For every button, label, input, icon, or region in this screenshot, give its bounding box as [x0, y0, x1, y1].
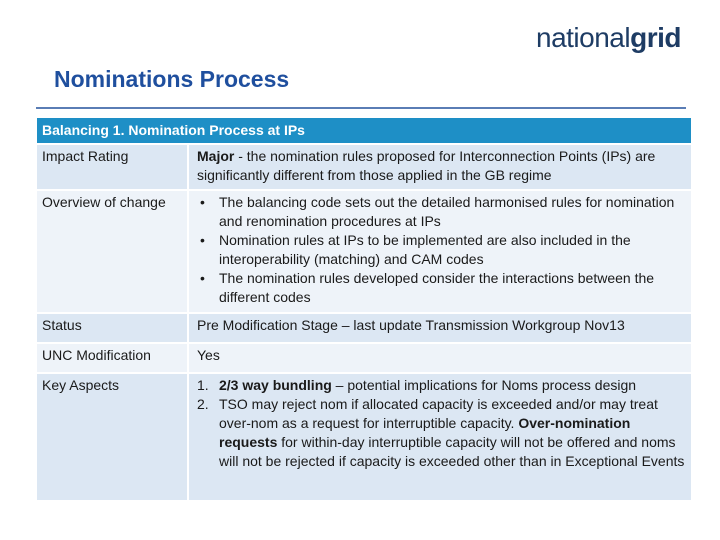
row-value: [189, 145, 691, 189]
item-text: – potential implications for Noms process design: [331, 377, 637, 393]
item-text: TSO may reject nom if allocated capacity is exceeded and/or may treat over-nom as a request for interruptible capacity.: [219, 396, 658, 431]
key-aspects-list: [197, 376, 687, 471]
bullet-icon: •: [200, 270, 205, 286]
bullet-icon: •: [200, 232, 205, 248]
table-row-status: [37, 314, 691, 342]
item-emphasis: 2/3 way bundling: [219, 377, 332, 393]
row-value: Yes: [189, 344, 691, 372]
bullet-text: Nomination rules at IPs to be implemented are also included in the interoperability (matching) and CAM codes: [219, 232, 631, 267]
bullet-text: The nomination rules developed consider the interactions between the different codes: [219, 270, 655, 305]
list-item: [197, 231, 687, 269]
table-header: Balancing 1. Nomination Process at IPs: [37, 118, 691, 143]
bullet-icon: •: [200, 194, 205, 210]
table-row-key-aspects: [37, 374, 691, 500]
bullet-text: The balancing code sets out the detailed harmonised rules for nomination and renomination procedures at IPs: [219, 194, 675, 229]
row-label: Status: [37, 314, 187, 342]
item-emphasis: Over-nomination requests: [219, 415, 631, 450]
row-value: [189, 191, 691, 312]
row-value: [189, 374, 691, 500]
impact-level: Major: [197, 148, 235, 164]
nomination-table: [37, 118, 691, 502]
page-title: Nominations Process: [54, 66, 290, 92]
table-row-unc-modification: [37, 344, 691, 372]
row-label: Overview of change: [37, 191, 187, 312]
list-item: [197, 193, 687, 231]
table-row-overview: [37, 191, 691, 312]
row-label: Key Aspects: [37, 374, 187, 500]
item-text: for within-day interruptible capacity will not be offered and noms will not be rejected if capacity is exceeded other than in Exceptional Events: [219, 434, 685, 469]
table-row-impact-rating: [37, 145, 691, 189]
logo-text-national: national: [536, 22, 631, 53]
overview-bullet-list: [197, 193, 687, 307]
impact-description: - the nomination rules proposed for Interconnection Points (IPs) are significantly different from those applied in the GB regime: [197, 148, 656, 183]
logo-text-grid: grid: [630, 22, 681, 53]
list-item: [197, 376, 687, 395]
row-label: Impact Rating: [37, 145, 187, 189]
national-grid-logo: [536, 22, 681, 54]
list-item: [197, 269, 687, 307]
row-label: UNC Modification: [37, 344, 187, 372]
title-divider: [36, 107, 686, 109]
item-number: 1.: [197, 377, 209, 393]
row-value: Pre Modification Stage – last update Transmission Workgroup Nov13: [189, 314, 691, 342]
item-number: 2.: [197, 396, 209, 412]
list-item: [197, 395, 687, 471]
